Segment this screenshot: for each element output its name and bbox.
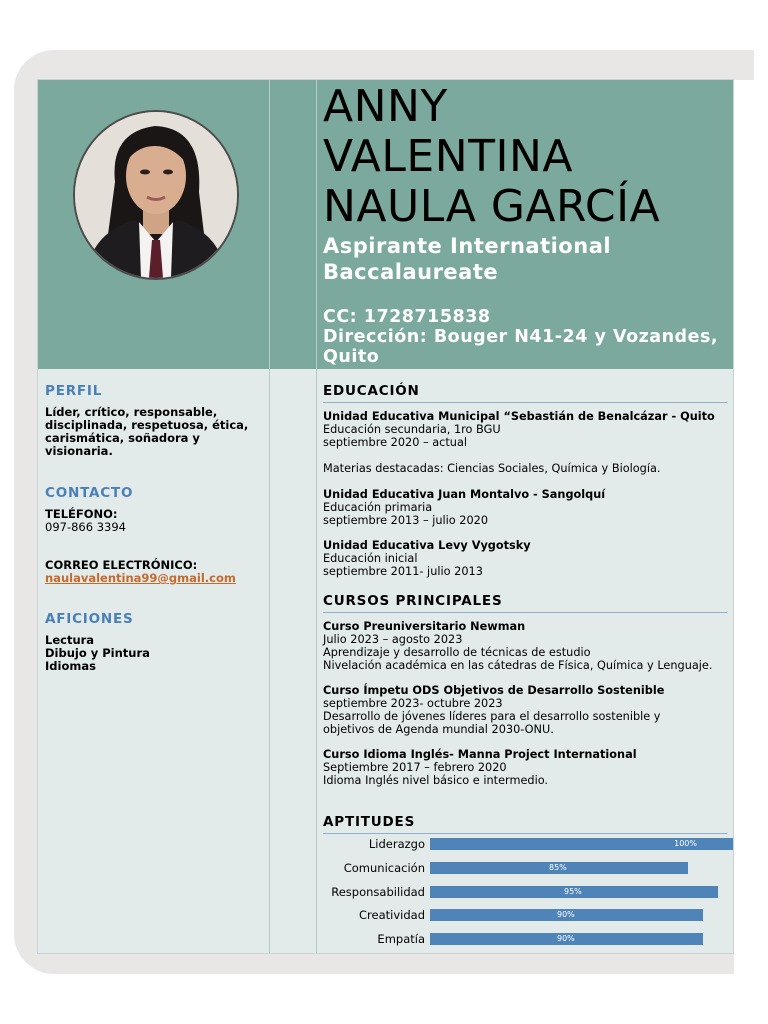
course-description: Idioma Inglés nivel básico e intermedio. [323, 774, 549, 787]
skill-bar [430, 933, 703, 945]
education-entry [323, 539, 727, 578]
education-entry [323, 410, 727, 449]
page-shadow-edge [734, 80, 754, 980]
email-link[interactable]: naulavalentina99@gmail.com [45, 571, 236, 585]
phone-number: 097-866 3394 [45, 520, 126, 534]
skill-label: Empatía [377, 932, 425, 946]
school-dates: septiembre 2011- julio 2013 [323, 565, 483, 578]
resume-header [38, 80, 733, 369]
name-line-1: ANNY [323, 81, 448, 132]
course-name: Curso Preuniversitario Newman [323, 620, 526, 633]
course-entry [323, 684, 727, 736]
job-title: Aspirante International Baccalaureate [323, 234, 612, 284]
course-entry [323, 748, 727, 787]
skill-label: Comunicación [343, 861, 425, 875]
skill-bar [430, 838, 733, 850]
contacto-heading: CONTACTO [45, 485, 134, 501]
educacion-heading: EDUCACIÓN [323, 383, 727, 403]
skill-value: 95% [564, 887, 582, 896]
skill-value: 85% [549, 863, 567, 872]
skill-row [38, 932, 733, 946]
id-number: CC: 1728715838 [323, 307, 491, 327]
cursos-heading: CURSOS PRINCIPALES [323, 593, 727, 613]
column-divider-1 [269, 80, 270, 953]
right-column [323, 383, 727, 834]
skill-row [38, 908, 733, 922]
skill-bar [430, 909, 703, 921]
aficiones-heading: AFICIONES [45, 611, 134, 627]
course-description: Aprendizaje y desarrollo de técnicas de estudio [323, 646, 591, 659]
school-level: Educación inicial [323, 552, 418, 565]
skill-bar [430, 886, 718, 898]
skill-row [38, 885, 733, 899]
course-dates: septiembre 2023- octubre 2023 [323, 697, 503, 710]
skill-label: Responsabilidad [331, 885, 425, 899]
name-line-3: NAULA GARCÍA [323, 181, 661, 232]
aficion-item: Idiomas [45, 659, 96, 673]
skill-value: 100% [674, 839, 697, 848]
materias-destacadas: Materias destacadas: Ciencias Sociales, Química y Biología. [323, 462, 661, 475]
column-divider-2 [316, 80, 317, 953]
name-line-2: VALENTINA [323, 131, 573, 182]
address: Dirección: Bouger N41-24 y Vozandes, Quito [323, 327, 719, 367]
aptitudes-heading: APTITUDES [323, 814, 727, 834]
full-name [323, 82, 660, 232]
perfil-heading: PERFIL [45, 383, 103, 399]
course-name: Curso Ímpetu ODS Objetivos de Desarrollo Sostenible [323, 684, 665, 697]
course-description: Desarrollo de jóvenes líderes para el desarrollo sostenible y [323, 710, 661, 723]
skill-bar [430, 862, 688, 874]
course-dates: Julio 2023 – agosto 2023 [323, 633, 463, 646]
education-entry [323, 488, 727, 527]
school-level: Educación primaria [323, 501, 433, 514]
skill-value: 90% [557, 934, 575, 943]
course-description: Nivelación académica en las cátedras de Física, Química y Lenguaje. [323, 659, 713, 672]
left-column [45, 383, 260, 673]
school-name: Unidad Educativa Juan Montalvo - Sangolquí [323, 488, 606, 501]
school-dates: septiembre 2013 – julio 2020 [323, 514, 489, 527]
perfil-text: Líder, crítico, responsable, disciplinada, respetuosa, ética, carismática, soñadora y visionaria. [45, 405, 249, 458]
aficion-item: Dibujo y Pintura [45, 646, 150, 660]
skill-value: 90% [557, 910, 575, 919]
school-name: Unidad Educativa Municipal “Sebastián de Benalcázar - Quito [323, 410, 715, 423]
email-label: CORREO ELECTRÓNICO: [45, 558, 198, 572]
school-name: Unidad Educativa Levy Vygotsky [323, 539, 531, 552]
skill-label: Creatividad [359, 908, 425, 922]
id-and-address [323, 307, 728, 367]
phone-label: TELÉFONO: [45, 507, 118, 521]
school-level: Educación secundaria, 1ro BGU [323, 423, 501, 436]
skill-label: Liderazgo [368, 837, 425, 851]
resume-page [37, 79, 734, 954]
course-description: objetivos de Agenda mundial 2030-ONU. [323, 723, 554, 736]
aficion-item: Lectura [45, 633, 95, 647]
school-dates: septiembre 2020 – actual [323, 436, 468, 449]
profile-photo [73, 110, 239, 280]
course-dates: Septiembre 2017 – febrero 2020 [323, 761, 507, 774]
course-name: Curso Idioma Inglés- Manna Project International [323, 748, 637, 761]
skill-row [38, 861, 733, 875]
skill-row [38, 837, 733, 851]
course-entry [323, 620, 727, 672]
